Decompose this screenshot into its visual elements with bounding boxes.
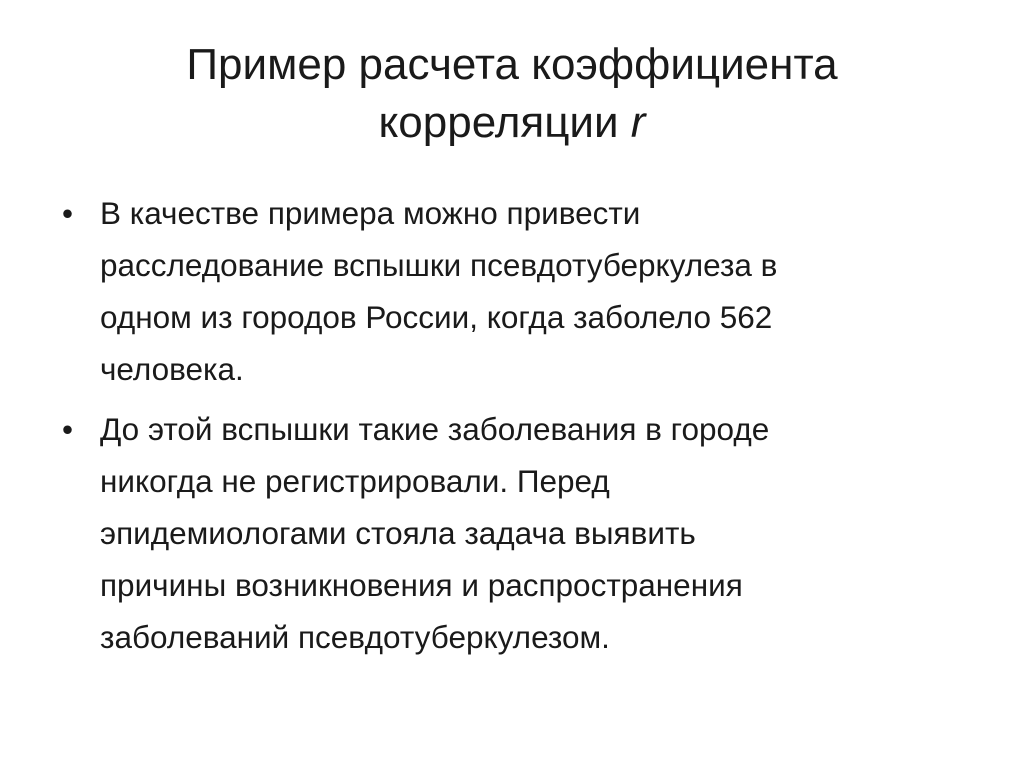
bullet-1-line-4: человека. (100, 351, 244, 387)
bullet-1-line-2: расследование вспышки псевдотуберкулеза в (100, 247, 778, 283)
slide-title-line-2-text: корреляции (378, 98, 631, 147)
slide-title-line-2 (40, 94, 984, 152)
bullet-item-2 (60, 403, 960, 663)
bullet-icon: • (62, 411, 74, 447)
bullet-icon: • (62, 195, 74, 231)
slide-title (40, 36, 984, 152)
bullet-2-line-3: эпидемиологами стояла задача выявить (100, 515, 696, 551)
bullet-item-1 (60, 187, 960, 395)
bullet-1-line-1: В качестве примера можно привести (100, 195, 641, 231)
bullet-2-line-4: причины возникновения и распространения (100, 567, 743, 603)
bullet-2-line-5: заболеваний псевдотуберкулезом. (100, 619, 610, 655)
bullet-2-line-2: никогда не регистрировали. Перед (100, 463, 610, 499)
bullet-2-line-1: До этой вспышки такие заболевания в городе (100, 411, 770, 447)
bullet-list (60, 187, 960, 671)
slide-title-line-1: Пример расчета коэффициента (186, 40, 838, 89)
correlation-variable: r (630, 98, 646, 147)
bullet-1-line-3: одном из городов России, когда заболело 562 (100, 299, 773, 335)
